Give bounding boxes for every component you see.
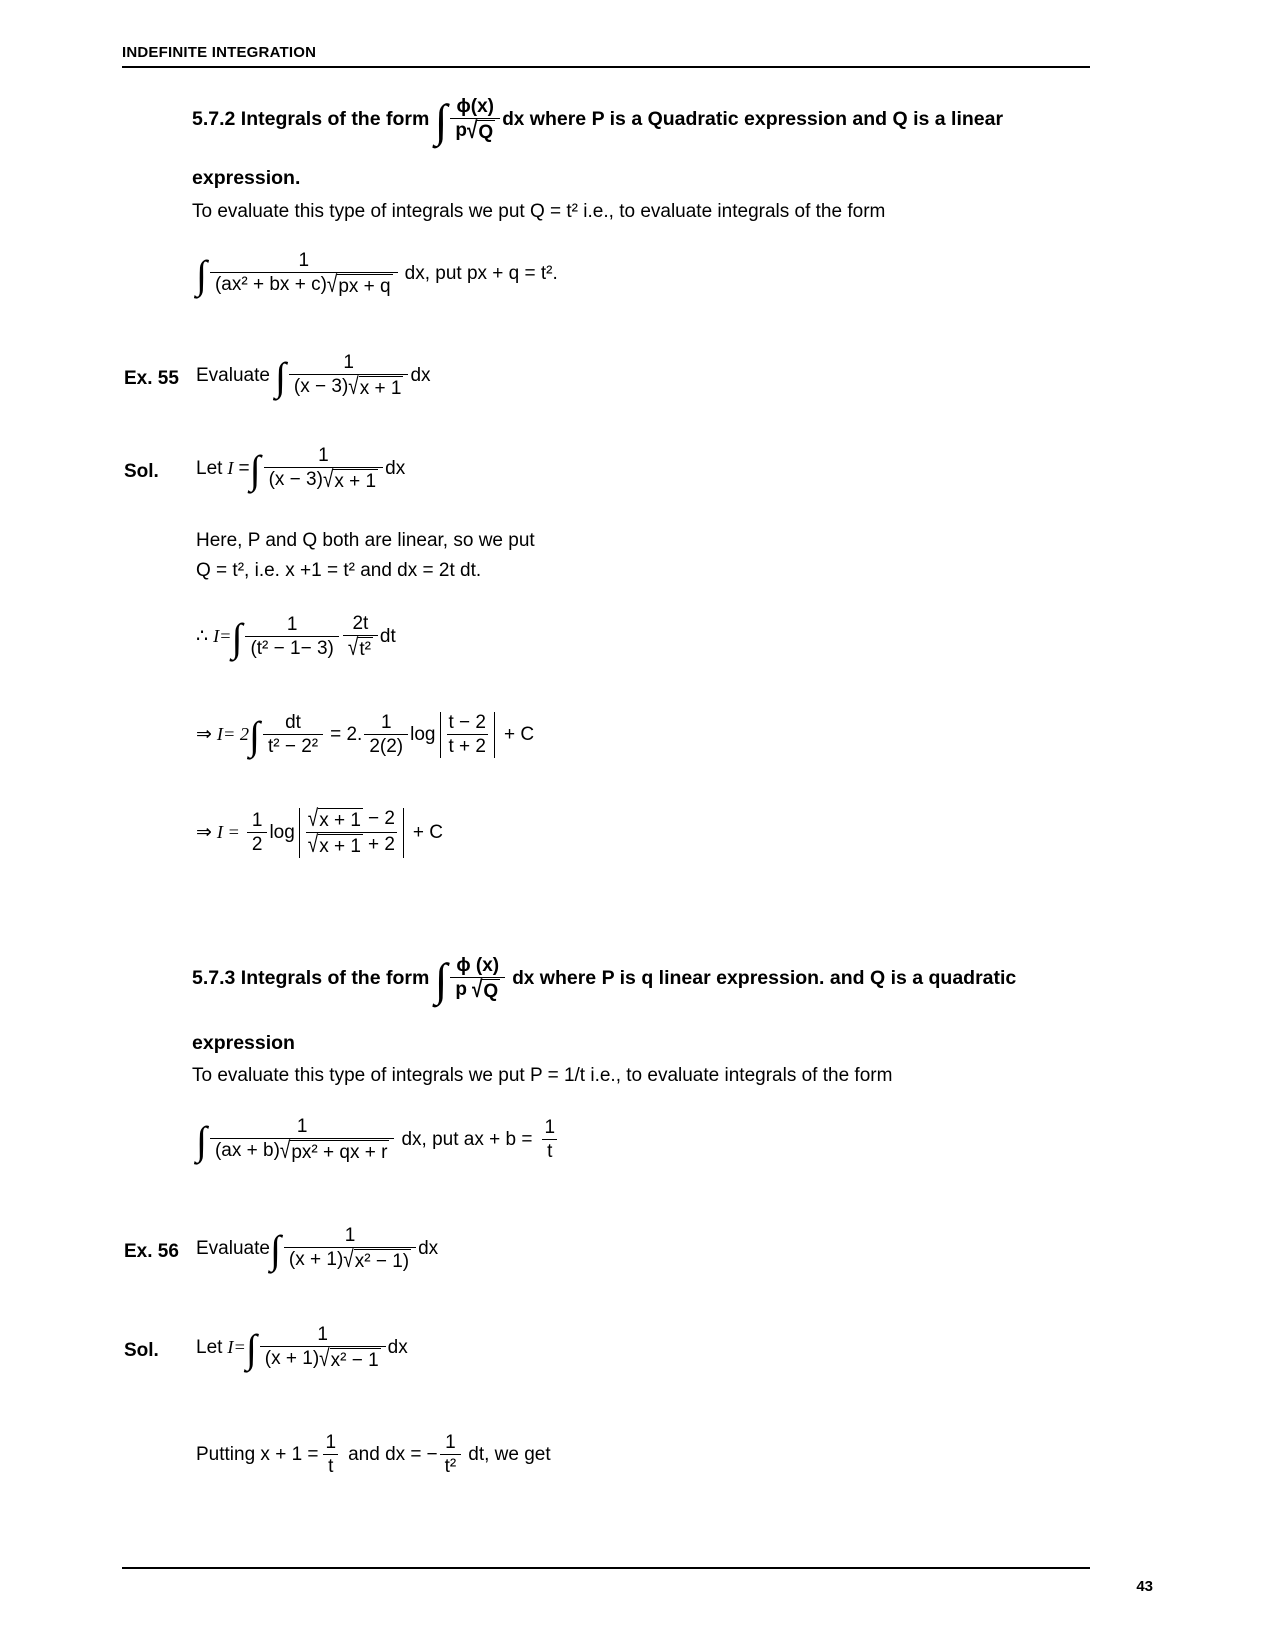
- denominator-polynomial: (x + 1): [264, 1348, 320, 1370]
- implies-symbol: ⇒: [196, 724, 212, 746]
- log-function: log: [410, 723, 436, 745]
- fraction-denominator: t: [542, 1139, 557, 1162]
- radical-body: x + 1: [359, 378, 402, 400]
- fraction: [260, 1324, 386, 1372]
- differential-dx: dx: [404, 262, 425, 284]
- step-5-expression: [196, 808, 443, 858]
- fraction: [284, 1225, 416, 1273]
- variable-I: I =: [216, 822, 240, 843]
- radical-sign-icon: √: [471, 977, 483, 1004]
- denominator-polynomial: (x − 3): [293, 376, 349, 398]
- integral-sign-icon: ∫: [196, 251, 207, 297]
- solution-label-55: Sol.: [124, 461, 159, 482]
- section-heading-573-line2: expression: [192, 1032, 295, 1054]
- radical: [327, 274, 393, 297]
- fraction-denominator: [450, 118, 500, 143]
- integral-sign-icon: ∫: [434, 94, 448, 146]
- differential-dx: dx: [418, 1237, 439, 1259]
- putting-expression: [196, 1432, 551, 1478]
- variable-I: I=: [213, 626, 232, 647]
- radical: [308, 834, 363, 857]
- differential-dx: dx: [502, 108, 525, 130]
- fraction-numerator: 1: [544, 1117, 556, 1138]
- fraction: [247, 810, 268, 856]
- absolute-value-group: [436, 712, 500, 758]
- example-verb-55: Evaluate: [196, 364, 270, 386]
- fraction: [440, 1432, 462, 1478]
- fraction: [264, 445, 384, 493]
- radical-sign-icon: √: [319, 1346, 330, 1373]
- differential-dx: dx: [401, 1128, 422, 1150]
- fraction-denominator: [260, 1346, 386, 1371]
- fraction-denominator: [306, 832, 397, 857]
- fraction: [210, 250, 398, 298]
- example-statement-55: [196, 352, 431, 400]
- radical: [308, 808, 363, 831]
- fraction-numerator: 1: [343, 352, 354, 373]
- radical-sign-icon: √: [348, 374, 359, 401]
- fraction-numerator: 1: [380, 712, 392, 733]
- integral-sign-icon: ∫: [274, 353, 286, 399]
- example-56-expression: [196, 1225, 438, 1273]
- fraction-denominator: [284, 1247, 416, 1272]
- differential-dx: dx: [410, 364, 431, 386]
- absolute-bar-left: [299, 808, 300, 858]
- fraction-denominator: (t² − 1− 3): [245, 636, 338, 659]
- step-4-expression: [196, 712, 534, 758]
- section-formula-572: [435, 96, 525, 144]
- differential-dx: dx: [385, 457, 406, 479]
- radical: [467, 120, 495, 143]
- radical-body: Q: [478, 122, 494, 144]
- radical-body: x² − 1): [354, 1251, 410, 1273]
- differential-dx: dx: [387, 1336, 408, 1358]
- solution-line-55: [196, 445, 405, 493]
- radical: [280, 1140, 390, 1163]
- solution-step-3-55: [196, 613, 396, 661]
- differential-dx: dx: [512, 967, 535, 989]
- page-number: 43: [1136, 1578, 1153, 1595]
- denominator-polynomial: (x − 3): [268, 469, 323, 491]
- solution-56-expression: [196, 1324, 408, 1372]
- solution-lead-56: Let: [196, 1336, 223, 1358]
- radical-sign-icon: √: [343, 1247, 354, 1274]
- putting-mid: and dx =: [348, 1443, 422, 1465]
- fraction-denominator: [210, 1138, 395, 1163]
- denominator-p: p: [455, 979, 467, 1001]
- radical-body: x + 1: [334, 471, 377, 493]
- integral-sign-icon: ∫: [245, 1325, 257, 1371]
- step-3-expression: [196, 613, 396, 661]
- general-form-572: [196, 250, 558, 298]
- fraction: [364, 712, 408, 758]
- radical-sign-icon: √: [307, 806, 319, 833]
- fraction-denominator: 2: [247, 832, 268, 855]
- equals-expression: = 2.: [330, 723, 363, 745]
- fraction-denominator: [289, 374, 409, 399]
- radical-body: x + 1: [319, 810, 361, 831]
- integral-sign-icon: ∫: [269, 1226, 281, 1272]
- fraction-denominator: [343, 635, 378, 660]
- fraction: [306, 808, 397, 858]
- radical: [348, 637, 373, 660]
- radical-sign-icon: √: [347, 635, 359, 662]
- solution-line-56: [196, 1324, 408, 1372]
- radical-body: t²: [359, 639, 371, 661]
- fraction-numerator: 1: [445, 1432, 456, 1453]
- fraction: [450, 96, 500, 144]
- constant-of-integration: + C: [504, 723, 535, 745]
- step-note-2-55: Q = t², i.e. x +1 = t² and dx = 2t dt.: [196, 560, 482, 581]
- section-number-573: 5.7.3: [192, 966, 236, 989]
- putting-line-56: [196, 1432, 551, 1478]
- section-heading-572: [192, 96, 1092, 144]
- fraction-numerator: ϕ (x): [456, 955, 500, 976]
- fraction: [539, 1117, 560, 1163]
- log-function: log: [269, 821, 295, 843]
- section-heading-573: [192, 955, 1094, 1003]
- fraction-denominator: [264, 467, 384, 492]
- fraction-numerator: dt: [285, 712, 301, 733]
- fraction-numerator: 1: [317, 1324, 328, 1345]
- fraction-denominator: t + 2: [448, 736, 486, 758]
- section-heading-572-line2: expression.: [192, 167, 301, 189]
- fraction-numerator: 1: [298, 250, 310, 271]
- radical-sign-icon: √: [322, 467, 334, 494]
- therefore-symbol: ∴: [196, 626, 209, 648]
- fraction: [263, 712, 323, 758]
- fraction-denominator: 2(2): [364, 734, 408, 757]
- solution-55-expression: [196, 445, 405, 493]
- section-title-suffix-572: where P is a Quadratic expression and Q is a linear: [529, 107, 1004, 130]
- absolute-bar-right: [403, 808, 404, 858]
- fraction-numerator: ϕ(x): [456, 96, 494, 117]
- section-intro-573: To evaluate this type of integrals we put P = 1/t i.e., to evaluate integrals of the form: [192, 1065, 893, 1086]
- radical: [348, 376, 403, 399]
- putting-prefix: Putting x + 1 =: [196, 1443, 319, 1465]
- example-verb-56: Evaluate: [196, 1237, 270, 1259]
- denominator-polynomial: (ax + b): [214, 1140, 280, 1162]
- fraction-numerator: 1: [286, 614, 298, 635]
- fraction: [289, 352, 409, 400]
- solution-label-56: Sol.: [124, 1340, 159, 1361]
- denominator-p: p: [455, 120, 467, 142]
- running-head: INDEFINITE INTEGRATION: [122, 44, 317, 61]
- integral-sign-icon: ∫: [434, 953, 448, 1005]
- example-statement-56: [196, 1225, 438, 1273]
- differential-dt: dt: [379, 625, 396, 647]
- fraction-denominator: t: [323, 1454, 338, 1477]
- section-title-suffix-573: where P is q linear expression. and Q is a quadratic: [539, 966, 1017, 989]
- form-tail-572: , put px + q = t².: [424, 262, 558, 284]
- radical-body: px + q: [338, 276, 391, 298]
- fraction: [343, 613, 378, 661]
- radical-body: x² − 1: [330, 1350, 379, 1372]
- denominator-polynomial: (x + 1): [288, 1249, 344, 1271]
- footer-rule: [122, 1567, 1090, 1569]
- integral-sign-icon: ∫: [196, 1117, 207, 1163]
- radical: [323, 469, 378, 492]
- integral-sign-icon: ∫: [249, 446, 261, 492]
- equals-sign: =: [238, 457, 250, 479]
- header-rule: [122, 66, 1090, 68]
- fraction-numerator: [306, 808, 397, 832]
- section-title-prefix-573: Integrals of the form: [240, 966, 430, 989]
- example-label-56: Ex. 56: [124, 1241, 179, 1262]
- section-number-572: 5.7.2: [192, 107, 236, 130]
- denominator-tail: + 2: [367, 834, 395, 856]
- example-label-55: Ex. 55: [124, 368, 179, 389]
- step-note-1-55: Here, P and Q both are linear, so we put: [196, 530, 535, 551]
- fraction: [447, 712, 489, 758]
- solution-step-5-55: [196, 808, 443, 858]
- radical-sign-icon: √: [307, 832, 319, 859]
- fraction-numerator: 1: [344, 1225, 356, 1246]
- putting-tail: dt, we get: [468, 1443, 551, 1465]
- fraction: [321, 1432, 342, 1478]
- fraction-denominator: [210, 272, 398, 297]
- radical-body: px² + qx + r: [291, 1142, 388, 1164]
- fraction-denominator: [450, 977, 505, 1002]
- constant-of-integration: + C: [412, 821, 444, 843]
- radical-sign-icon: √: [279, 1138, 291, 1165]
- absolute-bar-right: [494, 712, 495, 758]
- fraction-numerator: 1: [318, 445, 329, 466]
- variable-I: I= 2: [216, 724, 249, 745]
- fraction-numerator: 2t: [352, 613, 369, 634]
- integral-sign-icon: ∫: [248, 712, 260, 758]
- variable-I: I: [227, 458, 234, 479]
- example-55-expression: [196, 352, 431, 400]
- general-form-573: [196, 1116, 562, 1164]
- minus-sign: −: [426, 1443, 438, 1465]
- fraction-numerator: 1: [296, 1116, 308, 1137]
- fraction-denominator: t²: [440, 1454, 462, 1477]
- variable-I: I=: [227, 1337, 246, 1358]
- implies-symbol: ⇒: [196, 822, 212, 844]
- denominator-polynomial: (ax² + bx + c): [214, 274, 327, 296]
- form-tail-573: , put ax + b =: [421, 1128, 533, 1150]
- fraction: [245, 614, 338, 660]
- absolute-value-group: [295, 808, 408, 858]
- section-title-prefix-572: Integrals of the form: [240, 107, 430, 130]
- radical-body: Q: [483, 981, 499, 1003]
- radical: [472, 979, 500, 1002]
- fraction-numerator: 1: [325, 1432, 337, 1453]
- fraction: [450, 955, 505, 1003]
- general-form-expression-573: [196, 1116, 562, 1164]
- radical-sign-icon: √: [326, 272, 338, 299]
- section-intro-572: To evaluate this type of integrals we put Q = t² i.e., to evaluate integrals of the form: [192, 201, 886, 222]
- fraction-numerator: t − 2: [448, 712, 486, 733]
- absolute-bar-left: [440, 712, 441, 758]
- radical: [319, 1348, 381, 1371]
- integral-sign-icon: ∫: [231, 614, 243, 660]
- solution-lead-55: Let: [196, 457, 223, 479]
- section-formula-573: [435, 955, 535, 1003]
- radical-body: x + 1: [319, 836, 361, 858]
- general-form-expression-572: [196, 250, 558, 298]
- fraction-denominator: t² − 2²: [263, 734, 323, 757]
- fraction-numerator: 1: [251, 810, 263, 831]
- numerator-tail: − 2: [367, 808, 395, 829]
- solution-step-4-55: [196, 712, 534, 758]
- radical: [343, 1249, 411, 1272]
- fraction: [210, 1116, 395, 1164]
- radical-sign-icon: √: [466, 118, 478, 145]
